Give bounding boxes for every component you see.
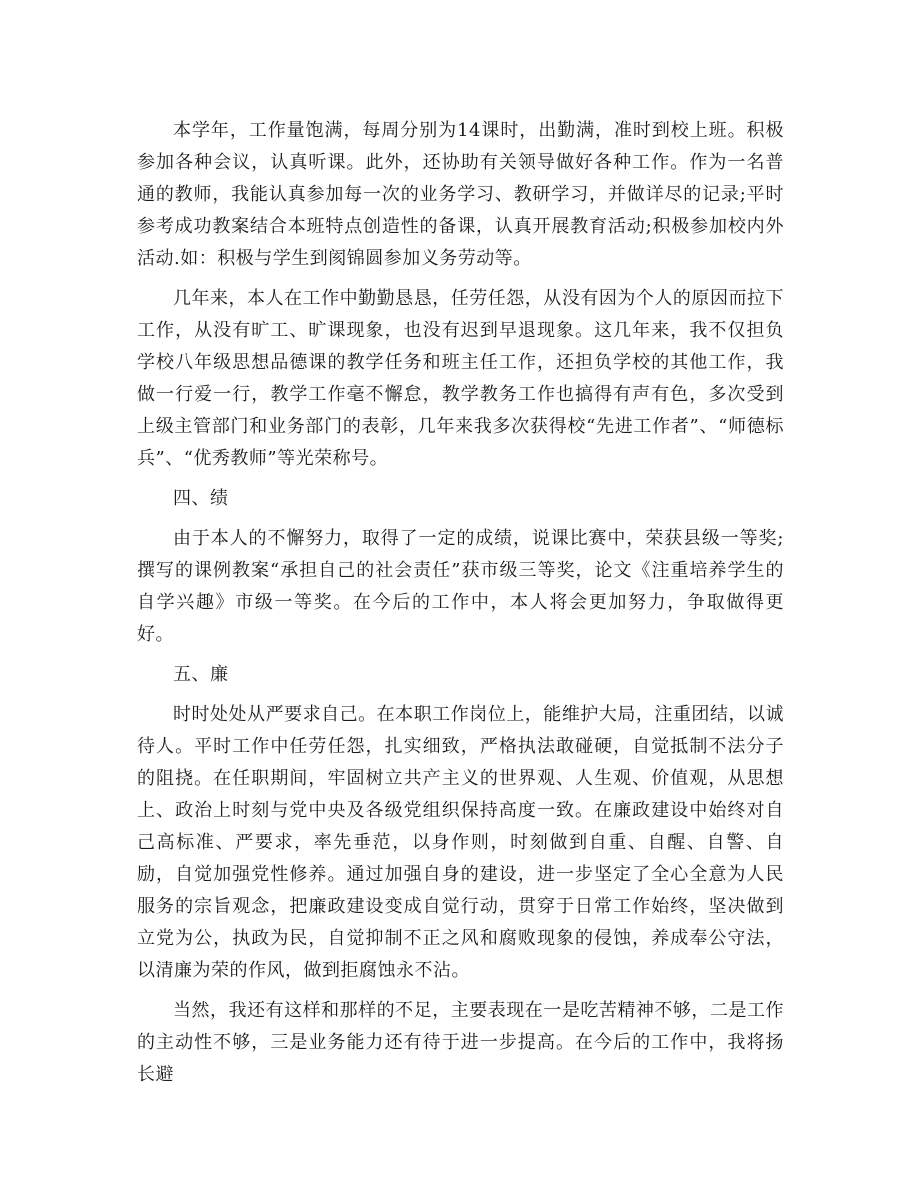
section-heading-achievements: 四、绩: [173, 488, 229, 509]
paragraph-achievements: 由于本人的不懈努力，取得了一定的成绩，说课比赛中，荣获县级一等奖;撰写的课例教案“承担自己的社会责任”获市级三等奖，论文《注重培养学生的自学兴趣》市级一等奖。在今后的工作中，本人将会更加努力，争取做得更好。: [137, 528, 784, 645]
paragraph-workload: 本学年，工作量饱满，每周分别为14课时，出勤满，准时到校上班。积极参加各种会议，认真听课。此外，还协助有关领导做好各种工作。作为一名普通的教师，我能认真参加每一次的业务学习、教研学习，并做详尽的记录;平时参考成功教案结合本班特点创造性的备课，认真开展教育活动;积极参加校内外活动.如：积极与学生到阂锦圆参加义务劳动等。: [137, 120, 784, 269]
paragraph-shortcomings: 当然，我还有这样和那样的不足，主要表现在一是吃苦精神不够，二是工作的主动性不够，三是业务能力还有待于进一步提高。在今后的工作中，我将扬长避: [137, 1000, 784, 1085]
section-heading-integrity: 五、廉: [173, 664, 229, 685]
paragraph-integrity: 时时处处从严要求自己。在本职工作岗位上，能维护大局，注重团结，以诚待人。平时工作中任劳任怨，扎实细致，严格执法敢碰硬，自觉抵制不法分子的阻挠。在任职期间，牢固树立共产主义的世界观、人生观、价值观，从思想上、政治上时刻与党中央及各级党组织保持高度一致。在廉政建设中始终对自己高标准、严要求，率先垂范，以身作则，时刻做到自重、自醒、自警、自励，自觉加强党性修养。通过加强自身的建设，进一步坚定了全心全意为人民服务的宗旨观念，把廉政建设变成自觉行动，贯穿于日常工作始终，坚决做到立党为公，执政为民，自觉抑制不正之风和腐败现象的侵蚀，养成奉公守法，以清廉为荣的作风，做到拒腐蚀永不沾。: [137, 704, 784, 981]
document-body: [137, 115, 784, 1091]
paragraph-diligence: 几年来，本人在工作中勤勤恳恳，任劳任怨，从没有因为个人的原因而拉下工作，从没有旷工、旷课现象，也没有迟到早退现象。这几年来，我不仅担负学校八年级思想品德课的教学任务和班主任工作，还担负学校的其他工作，我做一行爱一行，教学工作毫不懈怠，教学教务工作也搞得有声有色，多次受到上级主管部门和业务部门的表彰，几年来我多次获得校“先进工作者”、“师德标兵”、“优秀教师”等光荣称号。: [137, 288, 784, 469]
